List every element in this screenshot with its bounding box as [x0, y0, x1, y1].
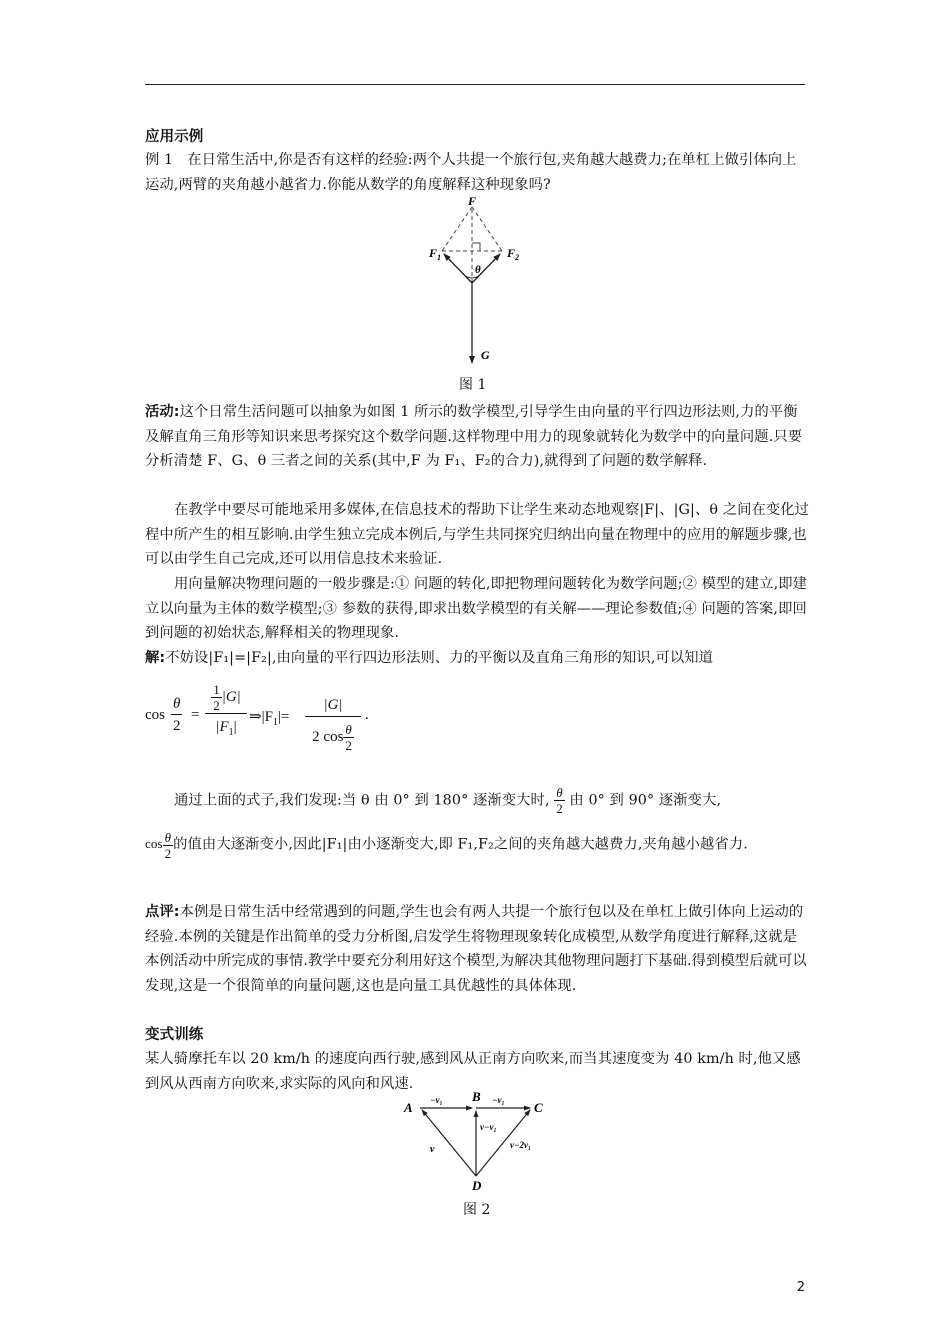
parallelogram-edge-left: [442, 207, 472, 251]
activity-label: 活动:: [145, 404, 180, 420]
label-F1: $F_1$: [429, 246, 442, 262]
formula-period: .: [365, 707, 369, 723]
figure2-vector-diagram: [400, 1090, 560, 1190]
formula-cos: cos: [145, 707, 165, 723]
label-neg-v1-b: −v₁: [492, 1095, 505, 1105]
label-v-minus-2v1: v−2v₁: [510, 1140, 532, 1150]
parallelogram-edge-right: [472, 207, 502, 251]
point-C: C: [534, 1100, 543, 1115]
discovery-line-2: [145, 830, 810, 861]
discovery-line-1: [174, 785, 814, 816]
vector-DA: [422, 1110, 476, 1176]
point-D: D: [472, 1178, 482, 1190]
label-F2: $F_2$: [507, 246, 520, 262]
discovery-theta-half: $\frac{\theta}{2}$: [556, 785, 563, 816]
discovery-text-c: 的值由大逐渐变小,因此|F₁|由小逐渐变大,即 F₁,F₂之间的夹角越大越费力,夹角越小越省力.: [173, 836, 748, 853]
section-heading-examples: 应用示例: [145, 129, 204, 145]
right-angle-mark: [472, 243, 480, 251]
solution-paragraph: [145, 646, 810, 671]
label-v-minus-v1: v−v₁: [480, 1122, 497, 1132]
discovery-text-a: 通过上面的式子,我们发现:当 θ 由 0° 到 180° 逐渐变大时,: [174, 792, 550, 809]
activity-paragraph-2: 在教学中要尽可能地采用多媒体,在信息技术的帮助下让学生来动态地观察|F|、|G|、θ 之间在变化过程中所产生的相互影响.由学生独立完成本例后,与学生共同探究归纳出向量在物理中的应用的解题步骤,也可以由学生自己完成,还可以用信息技术来验证.: [145, 502, 810, 567]
variant-paragraph: 某人骑摩托车以 20 km/h 的速度向西行驶,感到风从正南方向吹来,而当其速度变为 40 km/h 时,他又感到风从西南方向吹来,求实际的风向和风速.: [145, 1051, 801, 1092]
solution-label: 解:: [145, 650, 166, 666]
F1-vector: [444, 254, 472, 283]
figure1-caption: 图 1: [459, 377, 487, 393]
formula-ratio: $\frac{1}{2}$ |G| $|F_1|$: [205, 682, 247, 746]
formula-theta-half: $\frac{\theta}{2}$: [172, 696, 181, 734]
example1-paragraph: [145, 148, 810, 197]
activity-paragraph-1: [145, 400, 810, 474]
comment-text: 本例是日常生活中经常遇到的问题,学生也会有两人共提一个旅行包以及在单杠上做引体向上运动的经验.本例的关键是作出简单的受力分析图,启发学生将物理现象转化成模型,从数学角度进行解释,这就是本例活动中所完成的事情.教学中要充分利用好这个模型,为解决其他物理问题打下基础.得到模型后就可以发现,这是一个很简单的向量问题,这也是向量工具优越性的具体体现.: [145, 904, 807, 994]
example1-text: 在日常生活中,你是否有这样的经验:两个人共提一个旅行包,夹角越大越费力;在单杠上做引体向上运动,两臂的夹角越小越省力.你能从数学的角度解释这种现象吗?: [145, 152, 797, 193]
formula-implies: $\Rightarrow|F_1|=$: [249, 709, 290, 728]
page-number: 2: [796, 1280, 805, 1295]
activity-text-1: 这个日常生活问题可以抽象为如图 1 所示的数学模型,引导学生由向量的平行四边形法则,力的平衡及解直角三角形等知识来思考探究这个数学问题.这样物理中用力的现象就转化为数学中的向量问题.只要分析清楚 F、G、θ 三者之间的关系(其中,F 为 F₁、F₂的合力),就得到了问题的数学解释.: [145, 404, 803, 469]
label-neg-v1-a: −v₁: [430, 1095, 443, 1105]
comment-label: 点评:: [145, 904, 180, 920]
point-A: A: [404, 1100, 413, 1115]
label-v: v: [430, 1144, 435, 1155]
solution-text: 不妨设|F₁|=|F₂|,由向量的平行四边形法则、力的平衡以及直角三角形的知识,可以知道: [165, 650, 714, 666]
label-theta: θ: [475, 264, 481, 276]
example1-label: 例 1: [145, 152, 174, 168]
label-G: G: [481, 348, 490, 362]
label-F: F: [468, 194, 477, 208]
activity-paragraph-3: 用向量解决物理问题的一般步骤是:① 问题的转化,即把物理问题转化为数学问题;② 模型的建立,即建立以向量为主体的数学模型;③ 参数的获得,即求出数学模型的有关解——理论参数值;④ 问题的答案,即回到问题的初始状态,解释相关的物理现象.: [145, 576, 808, 641]
figure1-force-diagram: [415, 193, 525, 368]
figure2-caption: 图 2: [463, 1202, 491, 1218]
comment-paragraph: [145, 900, 810, 998]
section-heading-variant: 变式训练: [145, 1027, 204, 1043]
header-rule: [145, 84, 805, 85]
discovery-cos: cos $\frac{\theta}{2}$: [145, 830, 172, 861]
point-B: B: [472, 1090, 481, 1104]
formula-result: |G| 2 cos $\frac{\theta}{2}$: [305, 694, 361, 757]
discovery-text-b: 由 0° 到 90° 逐渐变大,: [569, 792, 722, 809]
